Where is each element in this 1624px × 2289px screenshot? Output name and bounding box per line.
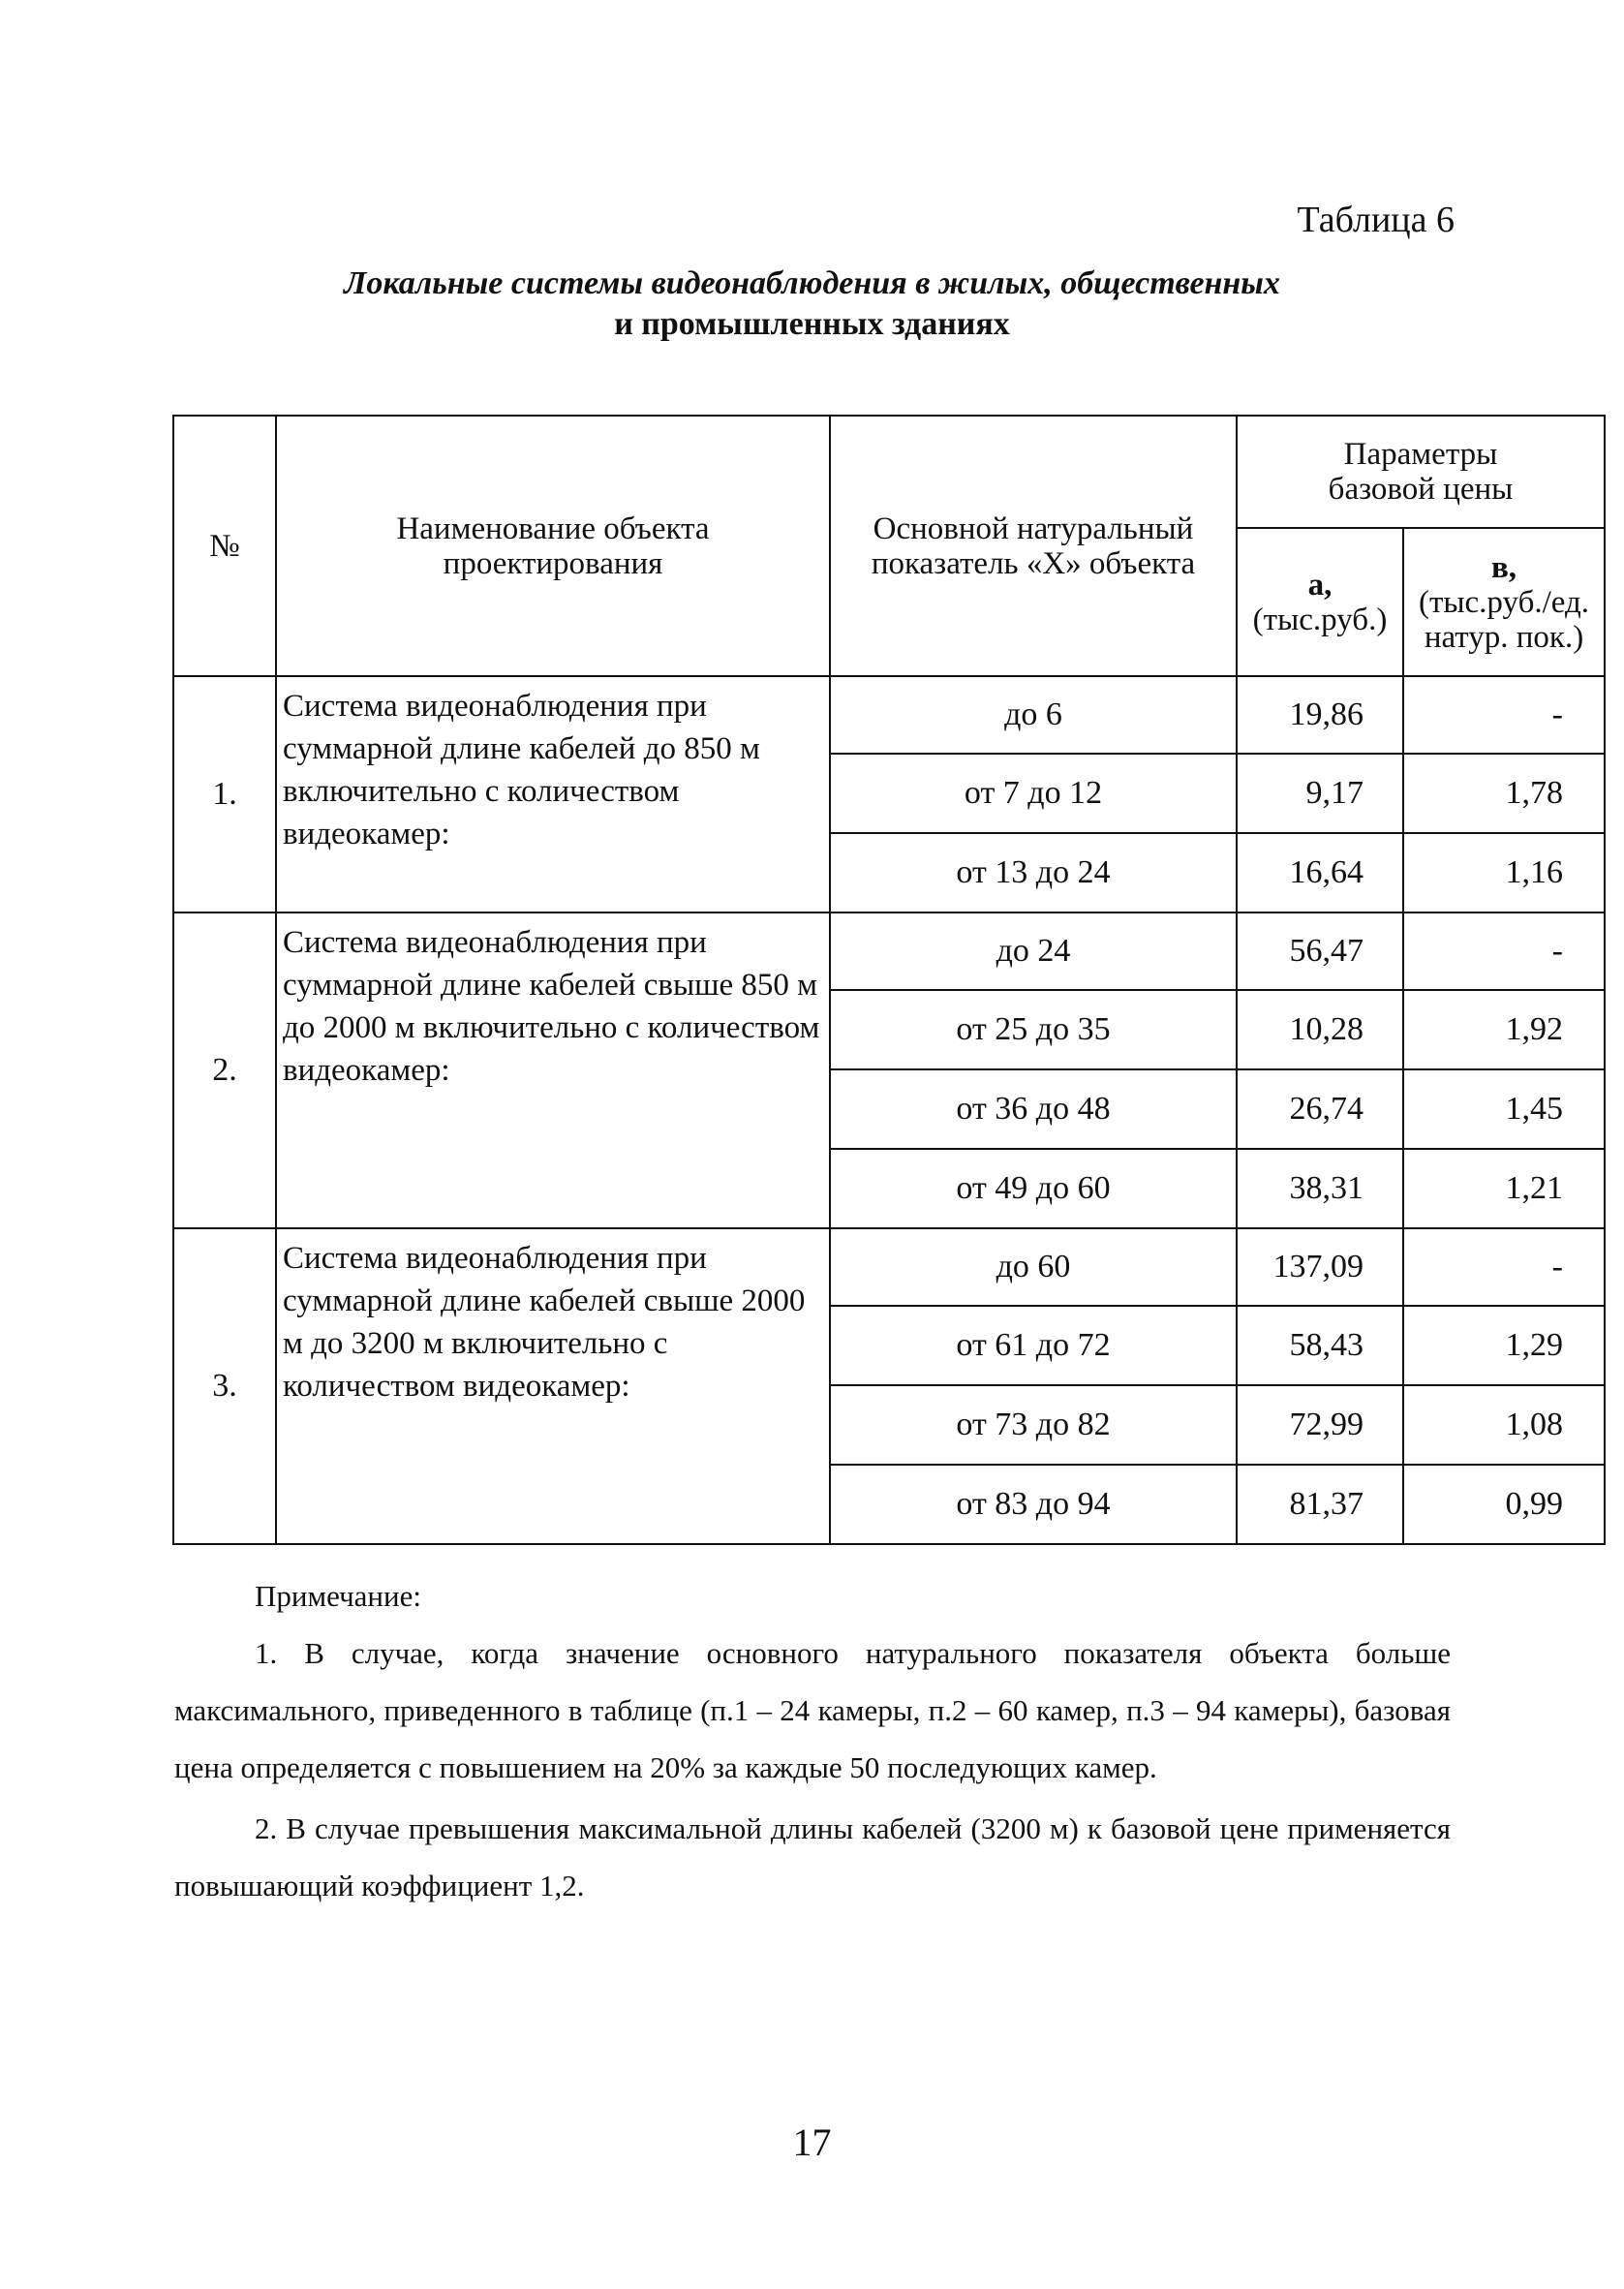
param-a-value: 9,17 — [1237, 754, 1403, 833]
param-a-value: 10,28 — [1237, 990, 1403, 1069]
param-a-value: 58,43 — [1237, 1306, 1403, 1385]
param-a-value: 137,09 — [1237, 1228, 1403, 1306]
indicator-range: от 83 до 94 — [830, 1465, 1237, 1544]
param-a-value: 72,99 — [1237, 1385, 1403, 1465]
table-row — [173, 1228, 1605, 1306]
indicator-range: от 36 до 48 — [830, 1069, 1237, 1149]
header-base-price-params: Параметры базовой цены — [1237, 416, 1605, 528]
row-number: 2. — [173, 913, 276, 1228]
param-b-letter: в, — [1490, 549, 1517, 585]
indicator-range: от 7 до 12 — [830, 754, 1237, 833]
indicator-range: от 13 до 24 — [830, 833, 1237, 913]
notes-heading: Примечание: — [255, 1579, 421, 1613]
param-b-value: 1,29 — [1403, 1306, 1605, 1385]
document-title — [0, 263, 1624, 345]
indicator-range: до 24 — [830, 913, 1237, 990]
param-b-value: 1,16 — [1403, 833, 1605, 913]
title-line-1: Локальные системы видеонаблюдения в жилых, общественных — [344, 265, 1280, 301]
param-a-value: 81,37 — [1237, 1465, 1403, 1544]
param-b-value: 1,08 — [1403, 1385, 1605, 1465]
table-label: Таблица 6 — [1297, 200, 1455, 240]
indicator-range: от 61 до 72 — [830, 1306, 1237, 1385]
note-2: 2. В случае превышения максимальной длины кабелей (3200 м) к базовой цене применяется повышающий коэффициент 1,2. — [174, 1811, 1451, 1902]
param-b-value: 1,21 — [1403, 1149, 1605, 1228]
param-b-value: - — [1403, 1228, 1605, 1306]
price-table — [172, 415, 1606, 1545]
header-object-name: Наименование объекта проектирования — [276, 416, 830, 676]
indicator-range: до 6 — [830, 676, 1237, 754]
param-a-unit: (тыс.руб.) — [1252, 602, 1388, 637]
param-b-value: - — [1403, 913, 1605, 990]
object-name: Система видеонаблюдения при суммарной длине кабелей свыше 2000 м до 3200 м включительно с количеством видеокамер: — [276, 1228, 830, 1544]
row-number: 1. — [173, 676, 276, 913]
table-row — [173, 913, 1605, 990]
title-line-2: и промышленных зданиях — [614, 306, 1010, 342]
object-name: Система видеонаблюдения при суммарной длине кабелей свыше 850 м до 2000 м включительно с количеством видеокамер: — [276, 913, 830, 1228]
indicator-range: от 49 до 60 — [830, 1149, 1237, 1228]
indicator-range: от 73 до 82 — [830, 1385, 1237, 1465]
object-name: Система видеонаблюдения при суммарной длине кабелей до 850 м включительно с количеством видеокамер: — [276, 676, 830, 913]
param-b-unit: (тыс.руб./ед. натур. пок.) — [1418, 584, 1590, 655]
param-a-value: 19,86 — [1237, 676, 1403, 754]
param-b-value: 1,78 — [1403, 754, 1605, 833]
header-param-a — [1237, 528, 1403, 676]
notes-section — [174, 1567, 1451, 1914]
param-a-value: 38,31 — [1237, 1149, 1403, 1228]
param-a-value: 16,64 — [1237, 833, 1403, 913]
header-indicator-x: Основной натуральный показатель «Х» объекта — [830, 416, 1237, 676]
table-row — [173, 676, 1605, 754]
param-b-value: 1,45 — [1403, 1069, 1605, 1149]
indicator-range: до 60 — [830, 1228, 1237, 1306]
param-b-value: 0,99 — [1403, 1465, 1605, 1544]
param-b-value: - — [1403, 676, 1605, 754]
param-a-letter: а, — [1307, 567, 1333, 603]
param-a-value: 26,74 — [1237, 1069, 1403, 1149]
header-num: № — [173, 416, 276, 676]
row-number: 3. — [173, 1228, 276, 1544]
param-b-value: 1,92 — [1403, 990, 1605, 1069]
page-number: 17 — [792, 2120, 832, 2164]
indicator-range: от 25 до 35 — [830, 990, 1237, 1069]
header-param-b — [1403, 528, 1605, 676]
note-1: 1. В случае, когда значение основного натурального показателя объекта больше максимального, приведенного в таблице (п.1 – 24 камеры, п.2 – 60 камер, п.3 – 94 камеры), базовая цена определяется с повышением на 20% за каждые 50 последующих камер. — [174, 1636, 1451, 1784]
param-a-value: 56,47 — [1237, 913, 1403, 990]
